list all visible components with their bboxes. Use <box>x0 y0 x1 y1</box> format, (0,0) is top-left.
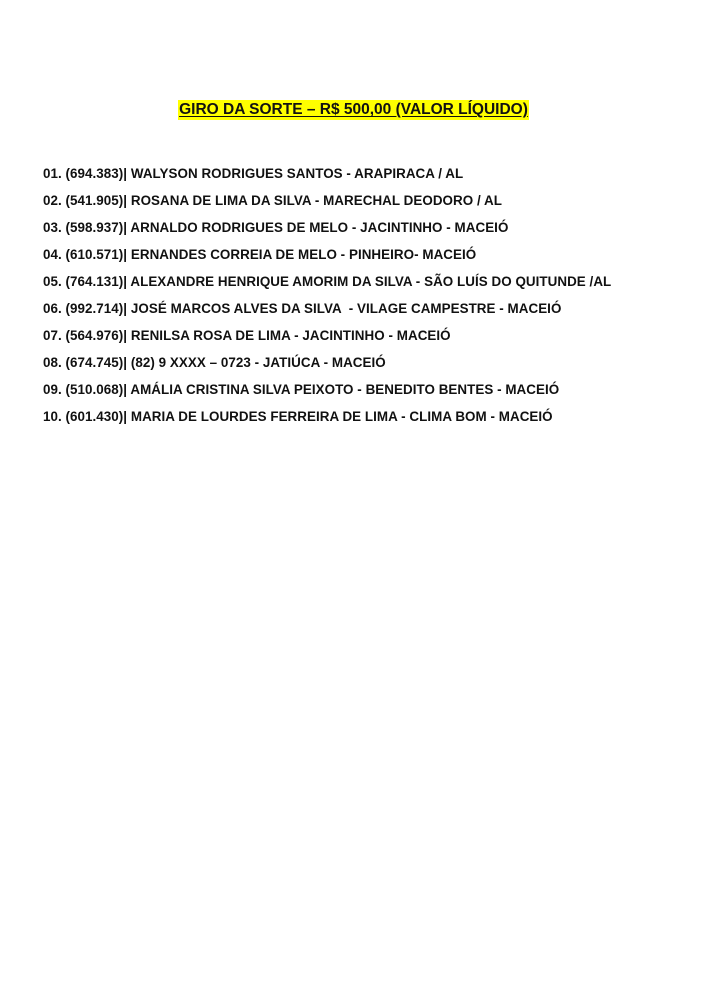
winner-item: 09. (510.068)| AMÁLIA CRISTINA SILVA PEIXOTO - BENEDITO BENTES - MACEIÓ <box>43 382 560 397</box>
winner-item: 03. (598.937)| ARNALDO RODRIGUES DE MELO - JACINTINHO - MACEIÓ <box>43 220 509 235</box>
winner-item: 07. (564.976)| RENILSA ROSA DE LIMA - JACINTINHO - MACEIÓ <box>43 328 451 343</box>
winner-item: 05. (764.131)| ALEXANDRE HENRIQUE AMORIM DA SILVA - SÃO LUÍS DO QUITUNDE /AL <box>43 274 612 289</box>
winner-item: 10. (601.430)| MARIA DE LOURDES FERREIRA DE LIMA - CLIMA BOM - MACEIÓ <box>43 409 553 424</box>
title-container <box>0 100 707 120</box>
winner-item: 06. (992.714)| JOSÉ MARCOS ALVES DA SILVA - VILAGE CAMPESTRE - MACEIÓ <box>43 301 562 316</box>
winner-item: 01. (694.383)| WALYSON RODRIGUES SANTOS - ARAPIRACA / AL <box>43 166 464 181</box>
winner-item: 04. (610.571)| ERNANDES CORREIA DE MELO - PINHEIRO- MACEIÓ <box>43 247 477 262</box>
winner-item: 02. (541.905)| ROSANA DE LIMA DA SILVA - MARECHAL DEODORO / AL <box>43 193 502 208</box>
page-title: GIRO DA SORTE – R$ 500,00 (VALOR LÍQUIDO) <box>179 101 528 118</box>
winners-list <box>43 160 693 430</box>
winner-item: 08. (674.745)| (82) 9 XXXX – 0723 - JATIÚCA - MACEIÓ <box>43 355 386 370</box>
